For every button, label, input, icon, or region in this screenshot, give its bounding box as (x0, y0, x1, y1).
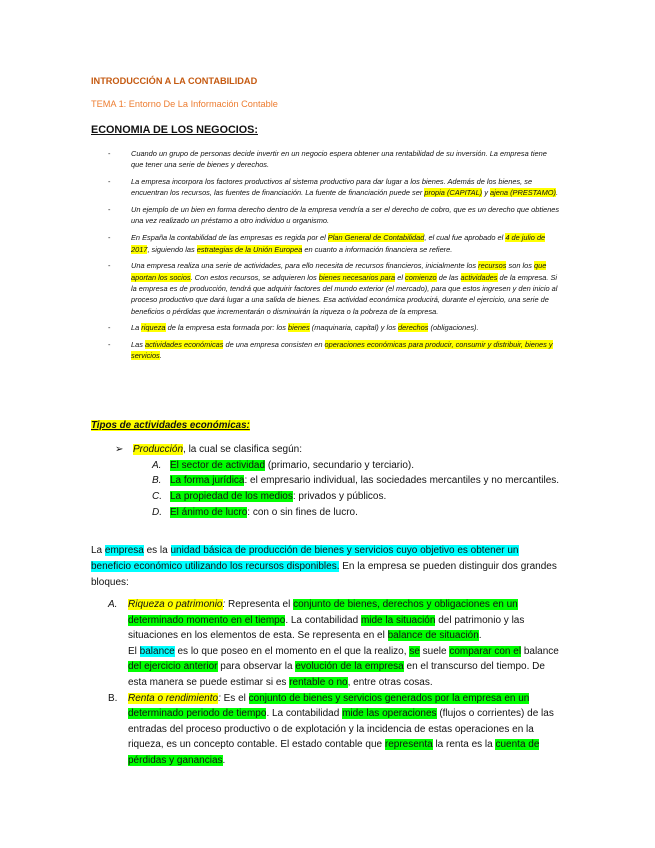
activities-heading: Tipos de actividades económicas: (91, 420, 250, 431)
list-item: A. El sector de actividad (primario, secundario y terciario). (152, 459, 414, 471)
blocks-list (91, 597, 561, 769)
list-item: - En España la contabilidad de las empresas es regida por el Plan General de Contabilidad, el cual fue aprobado el 4 de julio de 2017, siguiendo las estrategias de la Unión Europea en cuanto a información financiera se refiere. (91, 232, 561, 255)
production-heading: ➢ Producción, la cual se clasifica según: (115, 442, 560, 458)
block-wealth: A. Riqueza o patrimonio: Representa el conjunto de bienes, derechos y obligaciones en un determinado momento en el tiempo. La contabilidad mide la situación del patrimonio y las situaciones en los elementos de esta. Se representa en el balance de situación. El balance es lo que poseo en el momento en el que la realizo, se suele comparar con el balance del ejercicio anterior para observar la evolución de la empresa en el transcurso del tiempo. De esta manera se puede estimar si es rentable o no, entre otras cosas. (108, 599, 559, 688)
list-item: - La empresa incorpora los factores productivos al sistema productivo para dar lugar a los bienes. Además de los bienes, se encuentran los recursos, las fuentes de financiación. La fuente de financiación puede ser propia (CAPITAL) y ajena (PRESTAMO). (91, 176, 561, 199)
list-item: - La riqueza de la empresa esta formada por: los bienes (maquinaria, capital) y los derechos (obligaciones). (91, 322, 561, 333)
arrow-bullet-icon: ➢ (115, 444, 124, 455)
topic-subtitle: TEMA 1: Entorno De La Información Contable (91, 99, 278, 109)
list-item: - Las actividades económicas de una empresa consisten en operaciones económicas para producir, consumir y distribuir, bienes y servicios. (91, 339, 561, 362)
classification-list (115, 458, 560, 520)
bullet-list (91, 148, 561, 367)
block-income: B. Renta o rendimiento: Es el conjunto de bienes y servicios generados por la empresa en un determinado periodo de tiempo. La contabilidad mide las operaciones (flujos o corrientes) de las entradas del proceso productivo o de explotación y la incidencia de estas operaciones en la riqueza, es un concepto contable. El estado contable que representa la renta es la cuenta de pérdidas y ganancias. (108, 692, 554, 766)
list-item: B. La forma jurídica: el empresario individual, las sociedades mercantiles y no mercantiles. (152, 475, 560, 487)
list-item: C. La propiedad de los medios: privados y públicos. (152, 490, 387, 502)
document-title: INTRODUCCIÓN A LA CONTABILIDAD (91, 76, 258, 86)
company-definition-paragraph: La empresa es la unidad básica de producción de bienes y servicios cuyo objetivo es obtener un beneficio económico utilizando los recursos disponibles. En la empresa se pueden distinguir dos grandes bloques: (91, 545, 557, 588)
production-list (115, 442, 560, 520)
list-item: - Una empresa realiza una serie de actividades, para ello necesita de recursos financieros, inicialmente los recursos son los que aportan los socios. Con estos recursos, se adquieren los bienes necesarios para el comienzo de las actividades de la empresa. Si la empresa es de producción, tendrá que adquirir factores del mundo exterior (el mercado), para que estos ingresen y den inicio al proceso productivo que dará lugar a una salida de bienes. Esa actividad económica producirá, durante el ejercicio, una serie de beneficios o pérdidas que incrementarán o disminuirán la riqueza o la pobreza de la empresa. (91, 260, 561, 316)
list-item: D. El ánimo de lucro: con o sin fines de lucro. (152, 506, 358, 518)
list-item: - Un ejemplo de un bien en forma derecho dentro de la empresa vendría a ser el derecho de cobro, que es un derecho que obtienes una vez realizado un préstamo a otro individuo u organismo. (91, 204, 561, 227)
section-heading: ECONOMIA DE LOS NEGOCIOS: (91, 124, 258, 136)
list-item: - Cuando un grupo de personas decide invertir en un negocio espera obtener una rentabilidad de su inversión. La empresa tiene que tener una serie de bienes y derechos. (91, 148, 561, 171)
